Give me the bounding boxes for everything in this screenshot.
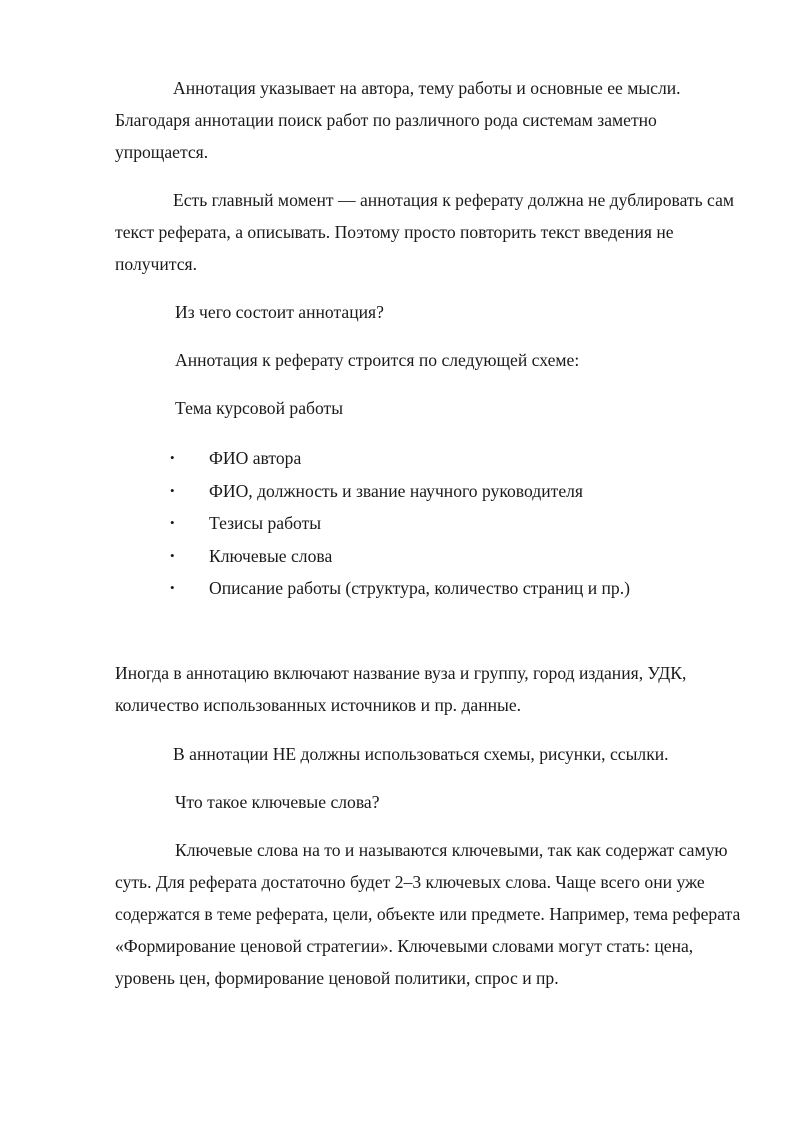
paragraph-annotation-main-point: Есть главный момент — аннотация к реферату должна не дублировать сам текст реферата, а описывать. Поэтому просто повторить текст введения не получится. [115, 190, 735, 274]
bullet-marker: • [170, 580, 175, 595]
list-item-text: Ключевые слова [209, 545, 333, 566]
list-item-text: Тезисы работы [209, 513, 322, 533]
list-item-text: ФИО автора [209, 448, 302, 468]
list-item-text: Описание работы (структура, количество страниц и пр.) [209, 578, 630, 598]
bullet-marker: • [170, 515, 175, 530]
paragraph-annotation-scheme: Аннотация к реферату строится по следующей схеме: [175, 350, 580, 370]
list-item [0, 475, 800, 508]
paragraph-restrictions: В аннотации НЕ должны использоваться схемы, рисунки, ссылки. [173, 744, 669, 764]
paragraph-optional-details: Иногда в аннотацию включают название вуза и группу, город издания, УДК, количество использованных источников и пр. данные. [115, 663, 687, 715]
bullet-marker: • [170, 547, 175, 563]
bullet-marker: • [170, 450, 175, 465]
annotation-elements-list [0, 442, 800, 605]
list-item [0, 572, 800, 605]
list-item [0, 507, 800, 540]
question-keywords: Что такое ключевые слова? [175, 792, 380, 812]
list-item [0, 540, 800, 573]
list-item-text: ФИО, должность и звание научного руководителя [209, 480, 584, 501]
paragraph-keywords-explanation: Ключевые слова на то и называются ключевыми, так как содержат самую суть. Для реферата достаточно будет 2–3 ключевых слова. Чаще всего они уже содержатся в теме реферата, цели, объекте или предмете. Например, тема реферата «Формирование ценовой стратегии». Ключевыми словами могут стать: цена, уровень цен, формирование ценовой политики, спрос и пр. [115, 840, 741, 988]
bullet-marker: • [170, 482, 175, 498]
paragraph-coursework-topic: Тема курсовой работы [175, 398, 344, 418]
question-annotation-structure: Из чего состоит аннотация? [175, 302, 384, 322]
paragraph-annotation-purpose: Аннотация указывает на автора, тему работы и основные ее мысли. Благодаря аннотации поиск работ по различного рода системам заметно упрощается. [115, 78, 681, 162]
list-item [0, 442, 800, 475]
